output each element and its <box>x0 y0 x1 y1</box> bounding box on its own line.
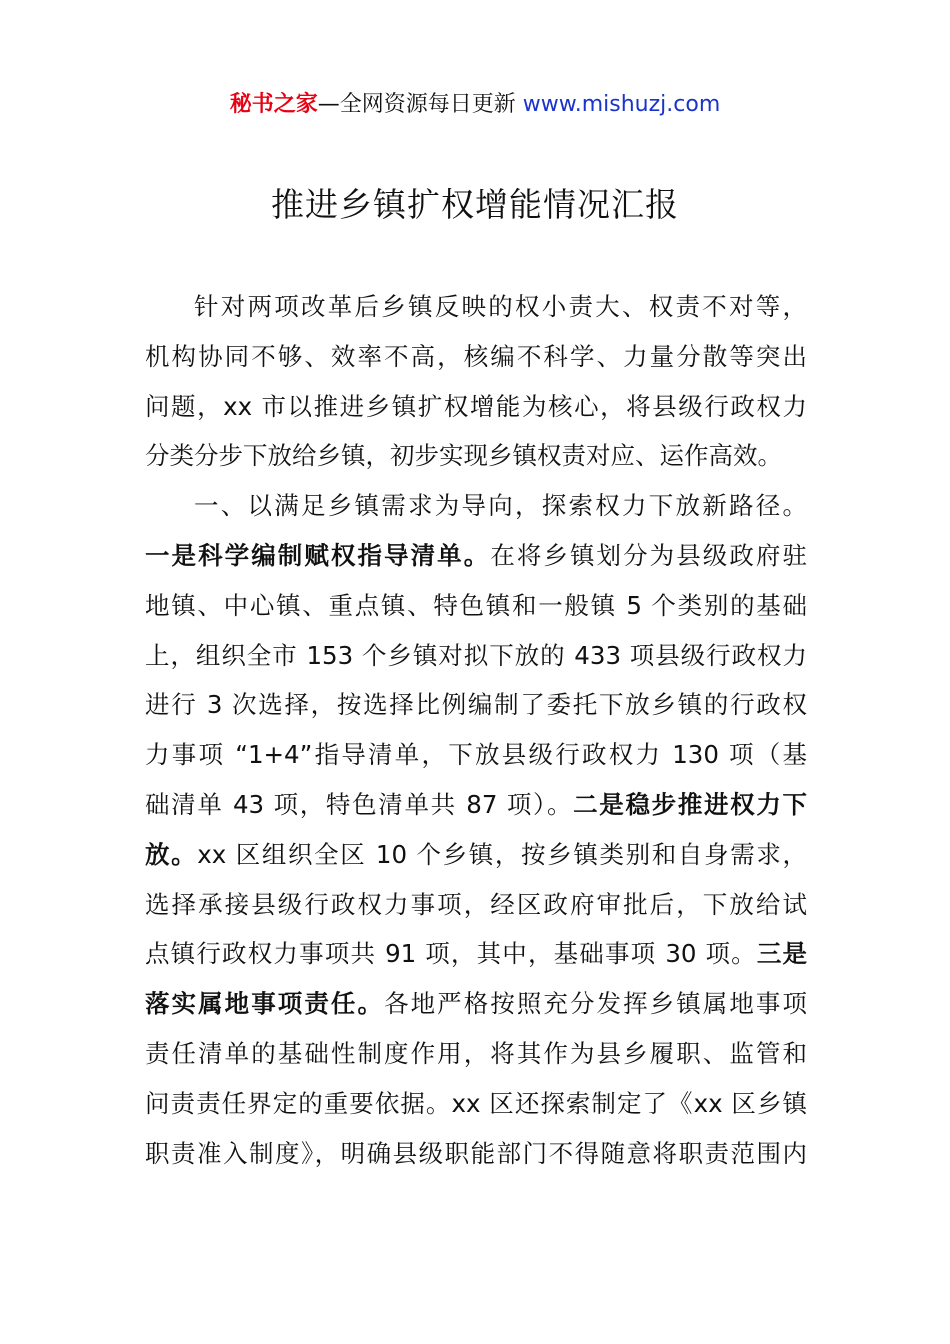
paragraph-line: 机构协同不够、效率不高，核编不科学、力量分散等突出 <box>145 341 807 371</box>
section-heading: 一、以满足乡镇需求为导向，探索权力下放新路径。 <box>194 491 807 521</box>
paragraph-line <box>145 830 807 880</box>
paragraph-line: 责任清单的基础性制度作用，将其作为县乡履职、监管和 <box>145 1038 807 1068</box>
bold-lead: 二是稳步推进权力下 <box>573 789 807 819</box>
text-run: 在将乡镇划分为县级政府驻 <box>490 540 807 570</box>
paragraph-line: 分类分步下放给乡镇，初步实现乡镇权责对应、运作高效。 <box>145 441 782 471</box>
paragraph-line: 地镇、中心镇、重点镇、特色镇和一般镇 5 个类别的基础 <box>145 590 807 620</box>
paragraph-line: 问题，xx 市以推进乡镇扩权增能为核心，将县级行政权力 <box>145 391 807 421</box>
site-brand: 秘书之家 <box>229 92 318 117</box>
text-run: 点镇行政权力事项共 91 项，其中，基础事项 30 项。 <box>145 939 757 969</box>
paragraph-line: 进行 3 次选择，按选择比例编制了委托下放乡镇的行政权 <box>145 690 807 720</box>
paragraph-line <box>145 780 807 830</box>
site-tagline: —全网资源每日更新 <box>317 92 523 117</box>
text-run: 础清单 43 项，特色清单共 87 项）。 <box>145 789 574 819</box>
paragraph-line: 问责责任界定的重要依据。xx 区还探索制定了《xx 区乡镇 <box>145 1088 807 1118</box>
paragraph-line: 选择承接县级行政权力事项，经区政府审批后，下放给试 <box>145 889 807 919</box>
bold-lead: 一是科学编制赋权指导清单。 <box>145 540 491 570</box>
paragraph-line <box>145 979 807 1029</box>
paragraph-line <box>145 531 807 581</box>
site-url-link[interactable]: www.mishuzj.com <box>522 92 721 117</box>
paragraph-line: 上，组织全市 153 个乡镇对拟下放的 433 项县级行政权力 <box>145 640 807 670</box>
text-run: 各地严格按照充分发挥乡镇属地事项 <box>384 989 807 1019</box>
bold-lead: 放。 <box>145 839 198 869</box>
document-body <box>145 282 807 1178</box>
paragraph-line: 针对两项改革后乡镇反映的权小责大、权责不对等， <box>194 292 807 321</box>
bold-lead: 三是 <box>756 939 808 969</box>
paragraph-line: 职责准入制度》，明确县级职能部门不得随意将职责范围内 <box>145 1138 807 1168</box>
document-title: 推进乡镇扩权增能情况汇报 <box>271 185 679 224</box>
site-header <box>0 88 950 122</box>
paragraph-line <box>145 929 807 979</box>
paragraph-line: 力事项 “1+4”指导清单，下放县级行政权力 130 项（基 <box>145 740 807 770</box>
bold-lead: 落实属地事项责任。 <box>145 989 385 1019</box>
text-run: xx 区组织全区 10 个乡镇，按乡镇类别和自身需求， <box>197 839 807 869</box>
